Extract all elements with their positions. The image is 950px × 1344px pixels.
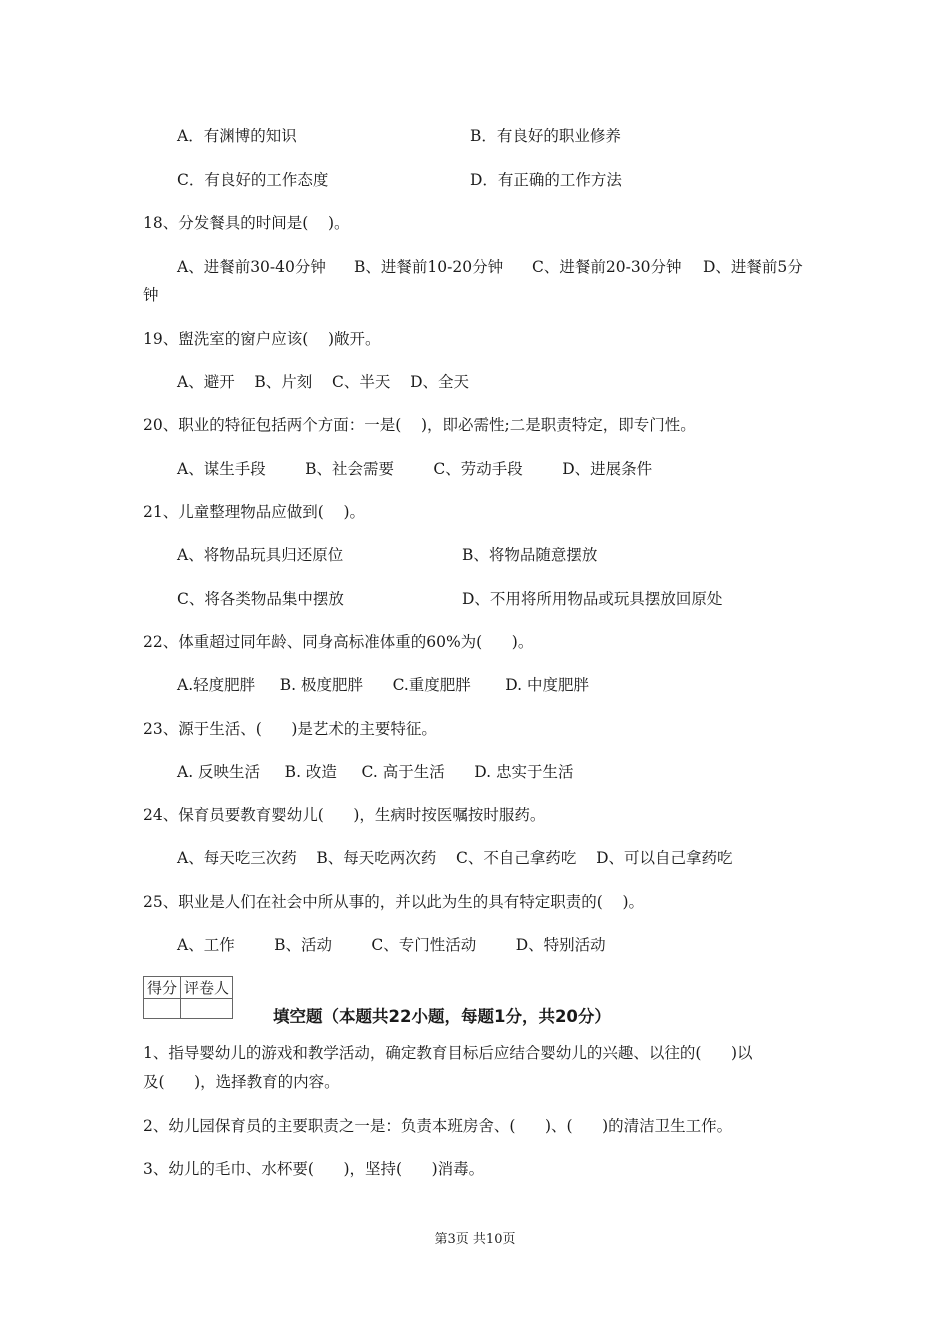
q23-stem: 23、源于生活、( )是艺术的主要特征。 [143, 720, 437, 738]
q20-stem: 20、职业的特征包括两个方面：一是( )，即必需性;二是职责特定，即专门性。 [143, 416, 696, 434]
q18-option-d-wrap: 钟 [143, 286, 159, 304]
q18-stem: 18、分发餐具的时间是( )。 [143, 214, 350, 232]
q22-stem: 22、体重超过同年龄、同身高标准体重的60%为( )。 [143, 633, 534, 651]
score-table-header-grader: 评卷人 [181, 977, 233, 999]
score-table-cell-grader [181, 999, 233, 1019]
score-table [143, 976, 233, 1019]
fill-q1-line2: 及( )，选择教育的内容。 [143, 1073, 340, 1091]
q25-options: A、工作 B、活动 C、专门性活动 D、特别活动 [177, 936, 606, 954]
q24-options: A、每天吃三次药 B、每天吃两次药 C、不自己拿药吃 D、可以自己拿药吃 [177, 849, 733, 867]
q18-option-a: A、进餐前30-40分钟 [177, 258, 326, 276]
q21-stem: 21、儿童整理物品应做到( )。 [143, 503, 366, 521]
q17-option-a: A．有渊博的知识 [177, 127, 297, 145]
q17-option-b: B．有良好的职业修养 [470, 127, 621, 145]
section-title: 填空题（本题共22小题，每题1分，共20分） [273, 1007, 611, 1026]
q18-option-b: B、进餐前10-20分钟 [354, 258, 504, 276]
q18-option-c: C、进餐前20-30分钟 [532, 258, 682, 276]
q24-stem: 24、保育员要教育婴幼儿( )，生病时按医嘱按时服药。 [143, 806, 546, 824]
q22-options: A.轻度肥胖 B. 极度肥胖 C.重度肥胖 D. 中度肥胖 [177, 676, 590, 694]
q21-option-d: D、不用将所用物品或玩具摆放回原处 [462, 590, 723, 608]
score-table-cell-score [144, 999, 181, 1019]
fill-q2: 2、幼儿园保育员的主要职责之一是：负责本班房舍、( )、( )的清洁卫生工作。 [143, 1117, 733, 1135]
q17-option-d: D．有正确的工作方法 [470, 171, 622, 189]
fill-q3: 3、幼儿的毛巾、水杯要( )，坚持( )消毒。 [143, 1160, 485, 1178]
q19-options: A、避开 B、片刻 C、半天 D、全天 [177, 373, 469, 391]
q21-option-a: A、将物品玩具归还原位 [177, 546, 344, 564]
q19-stem: 19、盥洗室的窗户应该( )敞开。 [143, 330, 381, 348]
q21-option-b: B、将物品随意摆放 [462, 546, 598, 564]
page-footer: 第3页 共10页 [434, 1232, 516, 1247]
q25-stem: 25、职业是人们在社会中所从事的，并以此为生的具有特定职责的( )。 [143, 893, 645, 911]
q18-option-d: D、进餐前5分 [703, 258, 803, 276]
q20-options: A、谋生手段 B、社会需要 C、劳动手段 D、进展条件 [177, 460, 653, 478]
fill-q1-line1: 1、指导婴幼儿的游戏和教学活动，确定教育目标后应结合婴幼儿的兴趣、以往的( )以 [143, 1044, 753, 1062]
q17-option-c: C．有良好的工作态度 [177, 171, 329, 189]
q21-option-c: C、将各类物品集中摆放 [177, 590, 344, 608]
q23-options: A. 反映生活 B. 改造 C. 高于生活 D. 忠实于生活 [177, 763, 574, 781]
score-table-header-score: 得分 [144, 977, 181, 999]
